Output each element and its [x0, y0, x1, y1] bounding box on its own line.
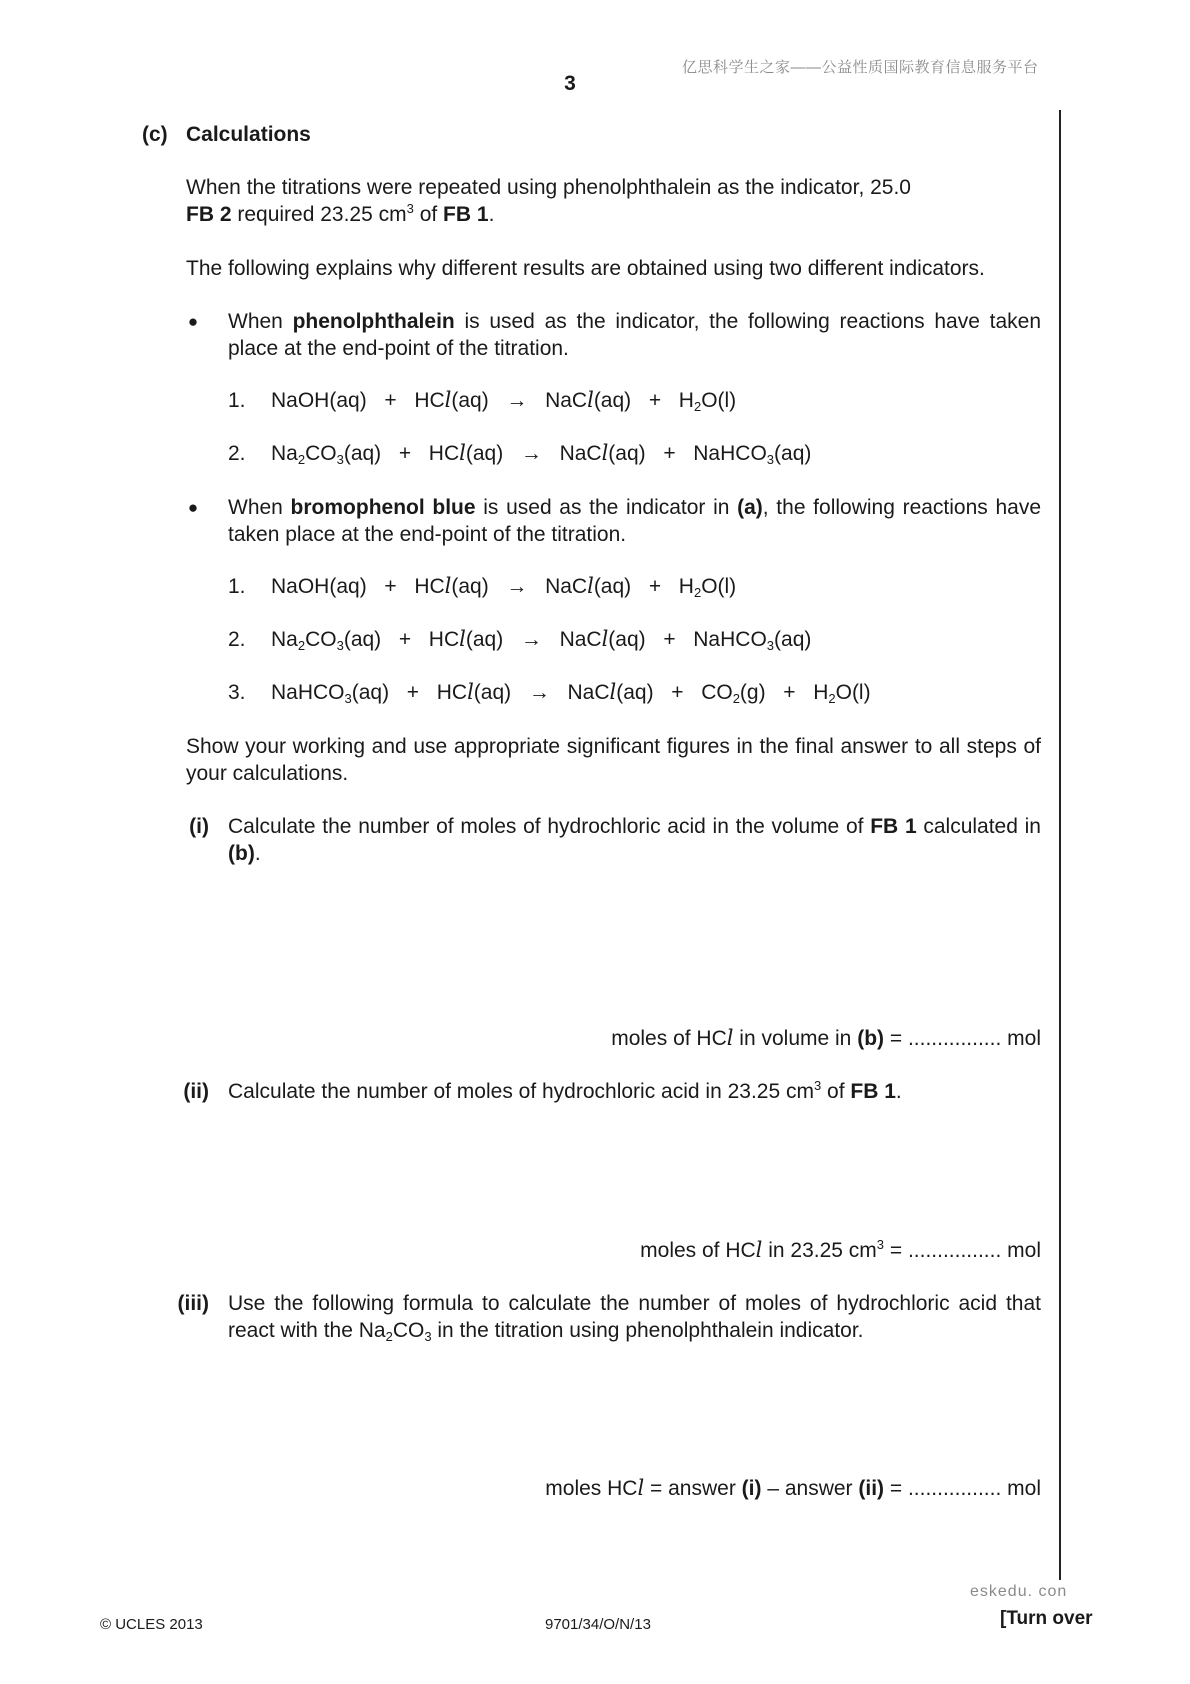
equation-number: 3.: [228, 681, 246, 704]
answer-line-ii[interactable]: moles of HCl in 23.25 $cm^3$ = ................ mol: [640, 1237, 1041, 1262]
header-watermark: 亿思科学生之家——公益性质国际教育信息服务平台: [682, 59, 1039, 76]
fb2-ref: FB 2: [186, 203, 232, 226]
footer-watermark: eskedu. con: [970, 1583, 1068, 1600]
bullet-point: ●: [187, 498, 199, 517]
question-iii-text: Use the following formula to calculate the number of moles of hydrochloric acid that react with the $Na_2CO_3$ in the titration using phenolphthalein indicator.: [228, 1292, 1041, 1344]
fb1-ref: FB 1: [443, 203, 489, 226]
equation-naoh-hcl: NaOH(aq) + HCl(aq) → NaCl(aq) + $H_2O(l)$: [271, 388, 737, 414]
intro-line-2: FB 2 required 23.25 $cm^3$ of FB 1.: [186, 201, 495, 226]
answer-line-iii[interactable]: moles HCl = answer (i) – answer (ii) = ................ mol: [545, 1476, 1041, 1500]
equation-naoh-hcl: NaOH(aq) + HCl(aq) → NaCl(aq) + $H_2O(l)$: [271, 574, 737, 600]
question-i-label: (i): [189, 815, 209, 838]
equation-na2co3-hcl: $Na_2CO_3(aq) + HCl(aq)$ → NaCl(aq) + NaHCO$_3$(aq): [271, 627, 812, 653]
intro-paragraph: [186, 174, 1041, 228]
explains-text: The following explains why different results are obtained using two different indicators.: [186, 257, 985, 280]
page-number: 3: [564, 72, 576, 95]
paper-code: 9701/34/O/N/13: [545, 1616, 651, 1633]
equation-na2co3-hcl: $Na_2CO_3(aq) + HCl(aq)$ → NaCl(aq) + NaHCO$_3$(aq): [271, 441, 812, 467]
intro-line-1: When the titrations were repeated using phenolphthalein as the indicator, 25.0: [186, 176, 911, 199]
equation-nahco3-hcl: NaHCO$_3$(aq) + HCl(aq) → NaCl(aq) + $CO_2(g) + H_2O(l)$: [271, 680, 871, 706]
equation-number: 2.: [228, 442, 246, 465]
part-label: (c): [142, 123, 168, 146]
equation-number: 1.: [228, 575, 246, 598]
answer-line-i[interactable]: moles of HCl in volume in (b) = ................ mol: [611, 1026, 1041, 1050]
margin-rule: [1059, 110, 1061, 1580]
bullet-phenolphthalein: When phenolphthalein is used as the indicator, the following reactions have taken place at the end-point of the titration.: [228, 310, 1041, 360]
copyright: © UCLES 2013: [100, 1616, 203, 1633]
bullet-point: ●: [187, 312, 199, 331]
question-i-text: Calculate the number of moles of hydrochloric acid in the volume of FB 1 calculated in (b).: [228, 815, 1041, 865]
question-iii-label: (iii): [177, 1292, 209, 1315]
question-ii-text: Calculate the number of moles of hydrochloric acid in 23.25 $cm^3$ of FB 1.: [228, 1078, 902, 1103]
equation-number: 2.: [228, 628, 246, 651]
instructions-text: Show your working and use appropriate significant figures in the final answer to all steps of your calculations.: [186, 735, 1041, 785]
question-ii-label: (ii): [183, 1080, 209, 1103]
part-title: Calculations: [186, 123, 311, 146]
equation-number: 1.: [228, 389, 246, 412]
bullet-bromophenol-blue: When bromophenol blue is used as the indicator in (a), the following reactions have taken place at the end-point of the titration.: [228, 496, 1042, 546]
turn-over: [Turn over: [1000, 1608, 1093, 1629]
